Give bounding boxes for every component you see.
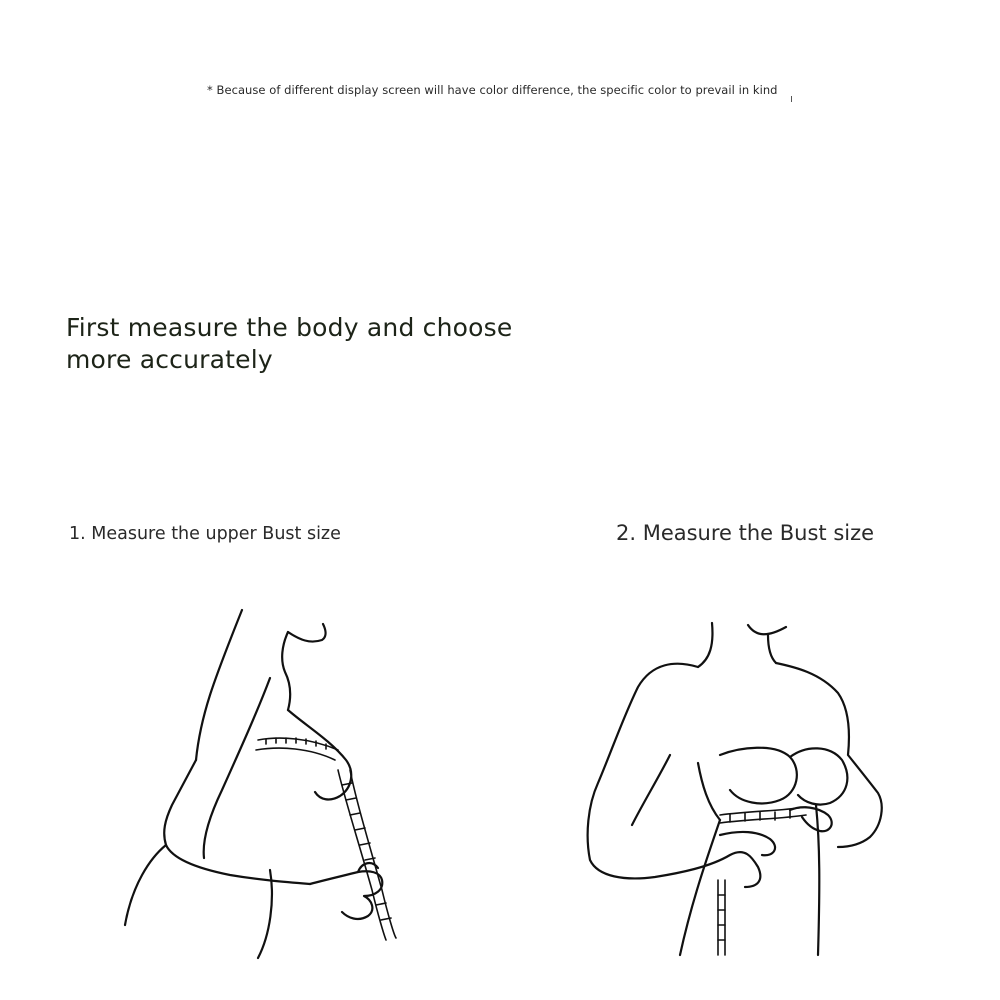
upper-bust-illustration xyxy=(110,600,410,970)
step-1-label: 1. Measure the upper Bust size xyxy=(69,524,341,544)
bust-illustration xyxy=(580,615,890,965)
headline-line-2: more accurately xyxy=(66,345,273,374)
headline-line-1: First measure the body and choose xyxy=(66,313,513,342)
color-disclaimer: * Because of different display screen will have color difference, the specific color to prevail in kind xyxy=(207,83,778,97)
stray-mark xyxy=(791,96,792,102)
step-2-label: 2. Measure the Bust size xyxy=(616,521,875,545)
page-headline xyxy=(66,312,512,376)
